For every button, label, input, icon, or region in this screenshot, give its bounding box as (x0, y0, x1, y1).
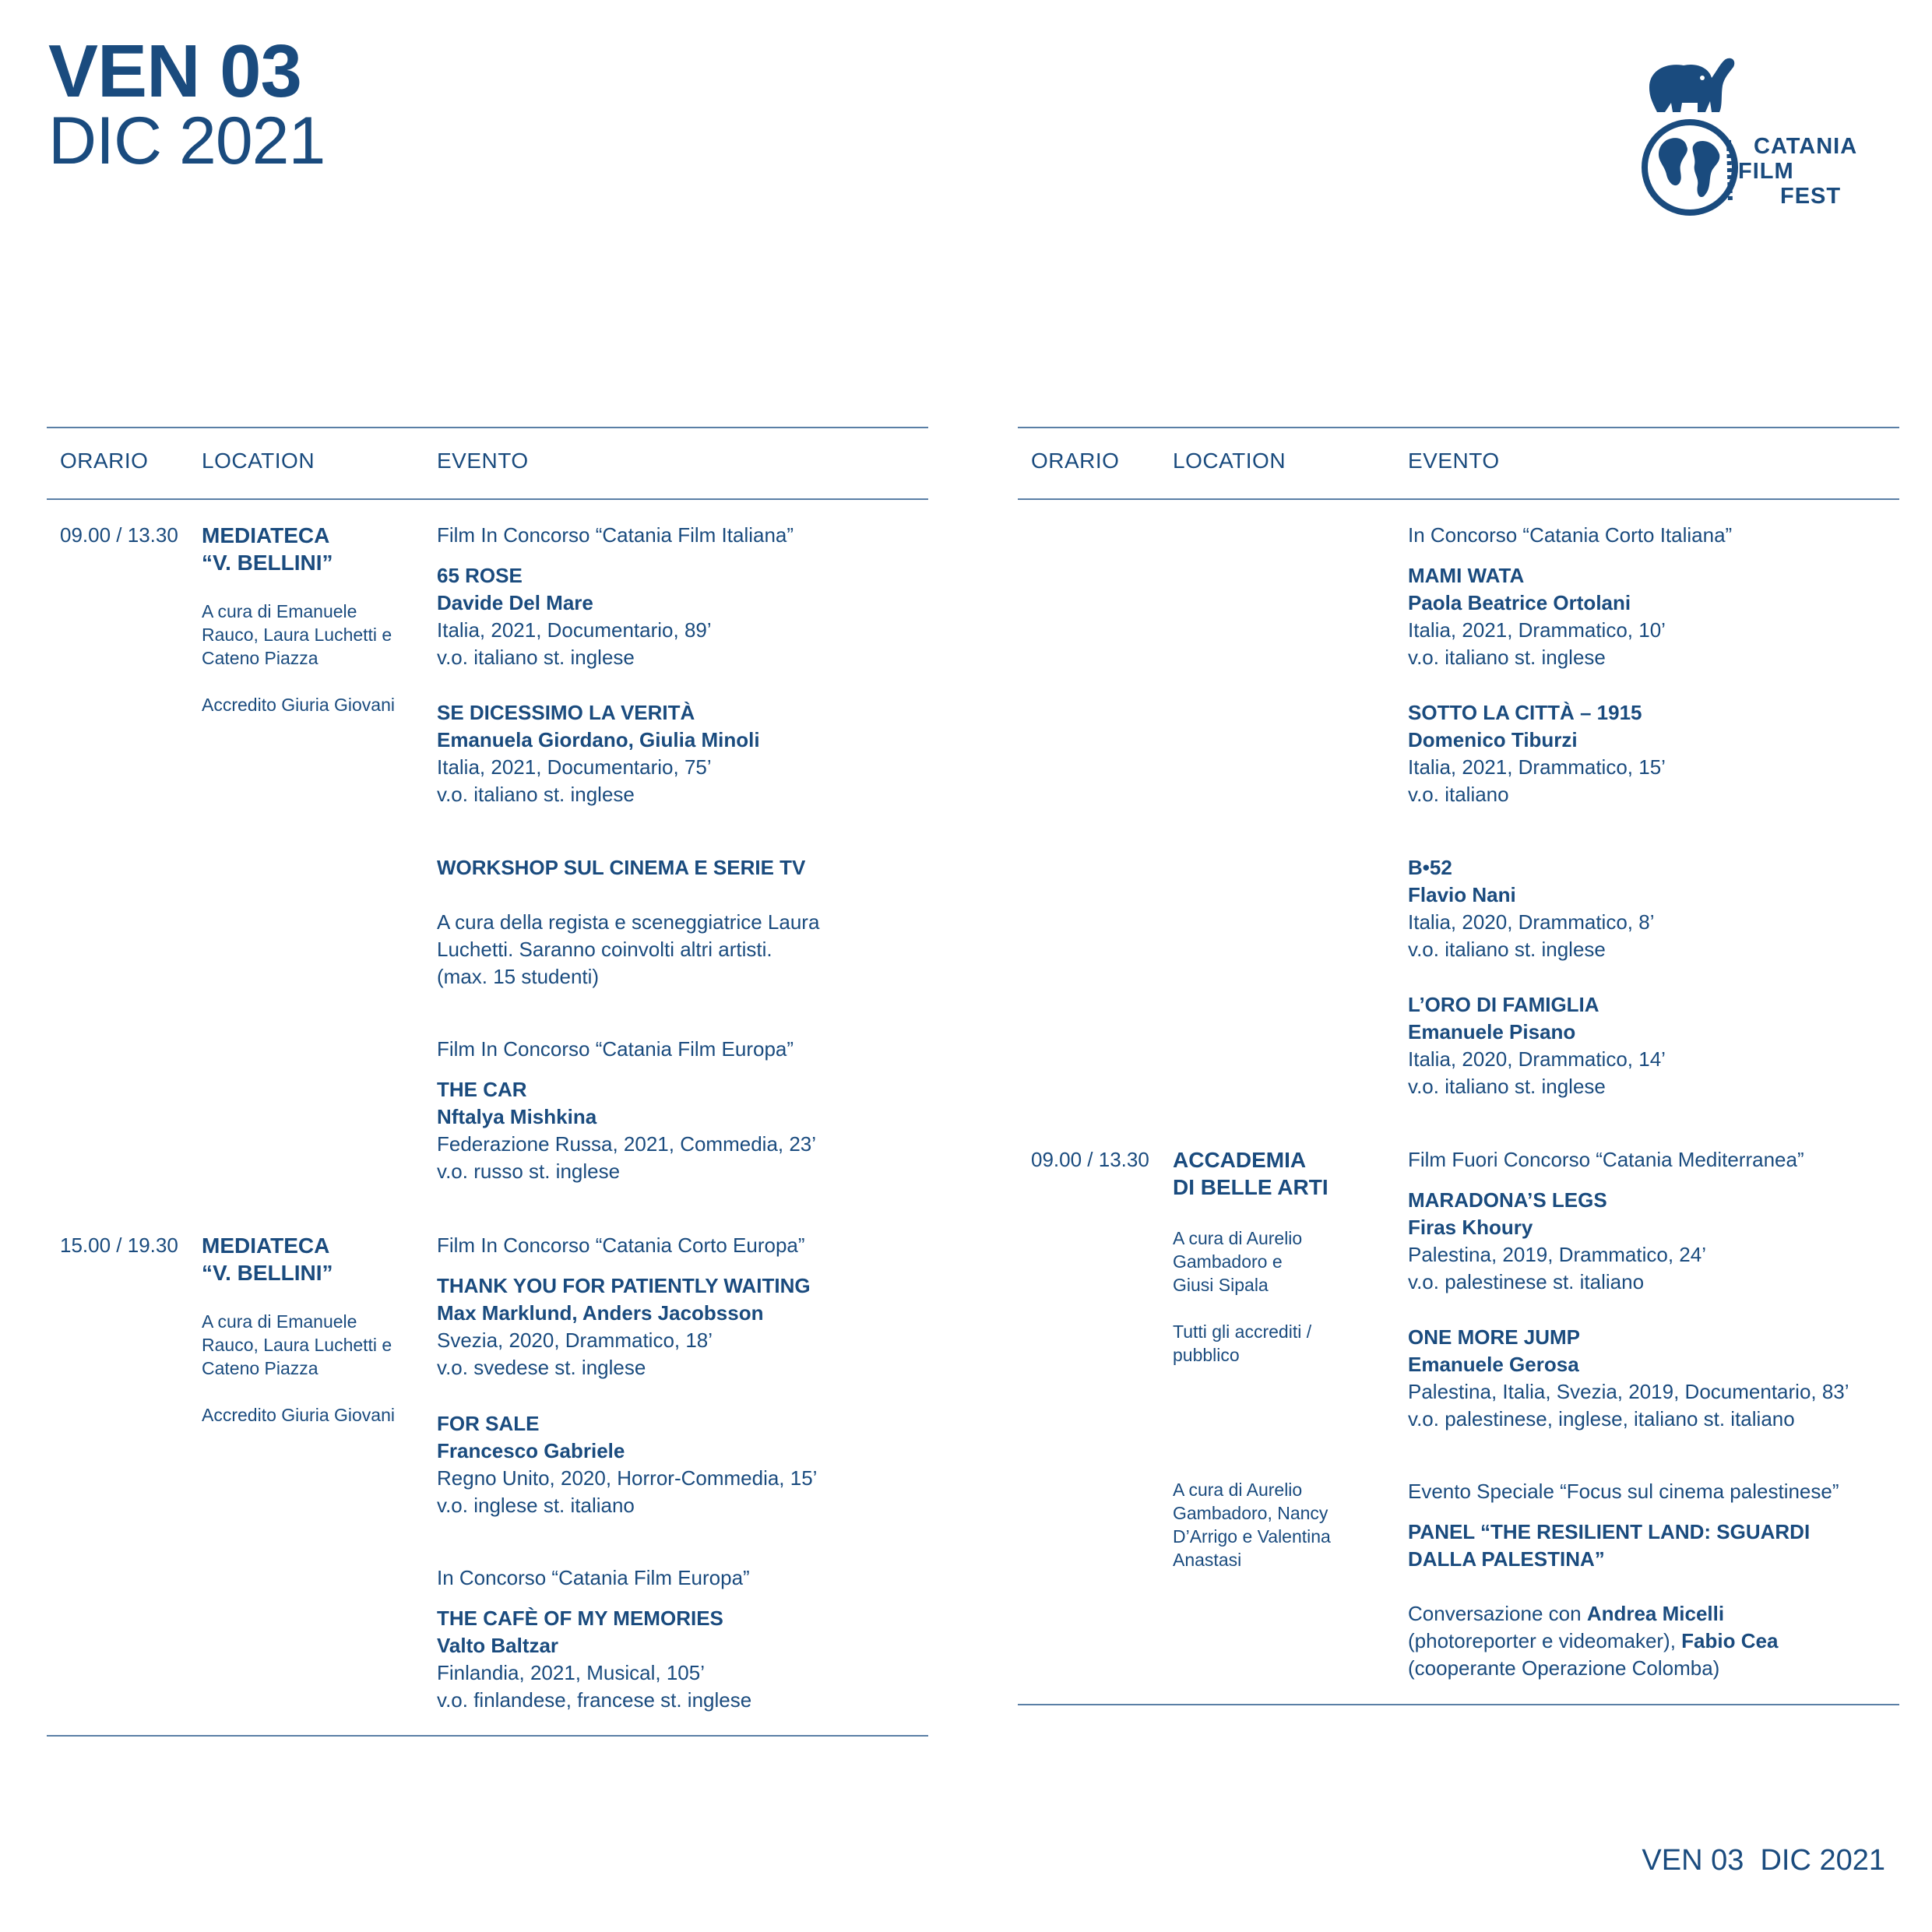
curator-line: A cura di Emanuele (202, 1311, 357, 1332)
film-entry (1408, 1324, 1849, 1433)
column-header-evento: EVENTO (437, 449, 529, 473)
conversation-line (1408, 1655, 1778, 1682)
film-language: v.o. finlandese, francese st. inglese (437, 1688, 752, 1712)
film-language: v.o. italiano st. inglese (1408, 938, 1606, 961)
film-entry (437, 699, 760, 808)
divider (1018, 498, 1899, 500)
curator-line: Cateno Piazza (202, 648, 318, 668)
film-info: Palestina, 2019, Drammatico, 24’ (1408, 1243, 1706, 1266)
time-slot: 09.00 / 13.30 (60, 523, 178, 547)
location-line: ACCADEMIA (1173, 1148, 1307, 1172)
location-name (202, 1232, 333, 1286)
logo-text-film: FILM (1738, 159, 1794, 184)
film-director: Francesco Gabriele (437, 1439, 625, 1462)
film-entry (1408, 699, 1666, 808)
film-title: FOR SALE (437, 1412, 540, 1435)
accrediti-line: Tutti gli accrediti / (1173, 1321, 1312, 1342)
location-line: DI BELLE ARTI (1173, 1175, 1328, 1199)
film-title: MAMI WATA (1408, 564, 1525, 587)
panel-title-line: PANEL “THE RESILIENT LAND: SGUARDI (1408, 1520, 1811, 1543)
film-title: L’ORO DI FAMIGLIA (1408, 993, 1599, 1016)
film-language: v.o. italiano (1408, 783, 1509, 806)
location-line: MEDIATECA (202, 1233, 330, 1258)
film-language: v.o. italiano st. inglese (1408, 1075, 1606, 1098)
event-category: In Concorso “Catania Film Europa” (437, 1566, 750, 1589)
location-line: MEDIATECA (202, 523, 330, 547)
film-info: Italia, 2021, Documentario, 89’ (437, 618, 712, 642)
film-language: v.o. palestinese st. italiano (1408, 1270, 1645, 1293)
event-category: In Concorso “Catania Corto Italiana” (1408, 523, 1733, 547)
elephant-globe-icon (1635, 55, 1744, 218)
footer-date: VEN 03 DIC 2021 (1642, 1844, 1885, 1877)
workshop-line: A cura della regista e sceneggiatrice Laura (437, 910, 820, 934)
film-entry (437, 1272, 811, 1381)
speaker-name: Fabio Cea (1681, 1629, 1779, 1652)
film-info: Italia, 2021, Drammatico, 15’ (1408, 755, 1666, 779)
accrediti-note (1173, 1320, 1311, 1367)
curator-line: Rauco, Laura Luchetti e (202, 1335, 392, 1355)
time-slot: 15.00 / 19.30 (60, 1233, 178, 1257)
film-info: Palestina, Italia, Svezia, 2019, Documentario, 83’ (1408, 1380, 1849, 1403)
event-category: Film In Concorso “Catania Corto Europa” (437, 1233, 805, 1257)
film-entry (1408, 1187, 1706, 1296)
film-entry (437, 562, 712, 671)
header-month-year: DIC 2021 (48, 104, 326, 178)
film-director: Davide Del Mare (437, 591, 593, 614)
column-header-location: LOCATION (202, 449, 315, 473)
logo-text-catania: CATANIA (1754, 134, 1858, 159)
header-day: VEN 03 (48, 30, 301, 113)
film-info: Federazione Russa, 2021, Commedia, 23’ (437, 1132, 817, 1156)
divider (47, 1735, 928, 1737)
speaker-role: (cooperante Operazione Colomba) (1408, 1656, 1720, 1680)
event-category: Film Fuori Concorso “Catania Mediterranea” (1408, 1148, 1804, 1171)
conversation-line (1408, 1600, 1778, 1628)
film-info: Italia, 2021, Documentario, 75’ (437, 755, 712, 779)
film-language: v.o. italiano st. inglese (437, 783, 635, 806)
film-entry (437, 1605, 751, 1714)
logo-text-fest: FEST (1780, 184, 1842, 209)
film-info: Finlandia, 2021, Musical, 105’ (437, 1661, 705, 1684)
film-info: Italia, 2021, Drammatico, 10’ (1408, 618, 1666, 642)
film-info: Italia, 2020, Drammatico, 8’ (1408, 910, 1655, 934)
conversation-prefix: Conversazione con (1408, 1602, 1587, 1625)
film-director: Max Marklund, Anders Jacobsson (437, 1301, 764, 1325)
film-director: Emanuele Gerosa (1408, 1353, 1579, 1376)
film-title: SE DICESSIMO LA VERITÀ (437, 701, 695, 724)
event-category: Film In Concorso “Catania Film Europa” (437, 1037, 794, 1061)
accredito-note: Accredito Giuria Giovani (202, 1405, 395, 1425)
location-line: “V. BELLINI” (202, 551, 333, 575)
film-title: THANK YOU FOR PATIENTLY WAITING (437, 1274, 811, 1297)
divider (1018, 427, 1899, 428)
workshop-line: Luchetti. Saranno coinvolti altri artisti. (437, 938, 772, 961)
film-language: v.o. italiano st. inglese (1408, 646, 1606, 669)
catania-film-fest-logo (1635, 55, 1884, 226)
film-language: v.o. svedese st. inglese (437, 1356, 646, 1379)
film-title: THE CAFÈ OF MY MEMORIES (437, 1606, 723, 1630)
curator-line: Giusi Sipala (1173, 1275, 1269, 1295)
column-header-orario: ORARIO (1031, 449, 1120, 473)
location-name (202, 522, 333, 576)
film-director: Domenico Tiburzi (1408, 728, 1578, 751)
divider (1018, 1704, 1899, 1705)
film-entry (1408, 854, 1654, 963)
film-director: Flavio Nani (1408, 883, 1516, 906)
film-director: Firas Khoury (1408, 1216, 1533, 1239)
curator-note (202, 1310, 392, 1380)
film-title: SOTTO LA CITTÀ – 1915 (1408, 701, 1642, 724)
film-entry (437, 1076, 816, 1185)
film-entry (1408, 562, 1666, 671)
curator-line: Gambadoro, Nancy (1173, 1503, 1328, 1523)
curator-line: D’Arrigo e Valentina (1173, 1526, 1331, 1547)
event-category: Evento Speciale “Focus sul cinema palestinese” (1408, 1480, 1839, 1503)
film-director: Nftalya Mishkina (437, 1105, 597, 1128)
film-title: 65 ROSE (437, 564, 523, 587)
curator-note (202, 600, 392, 670)
film-title: THE CAR (437, 1078, 527, 1101)
divider (47, 427, 928, 428)
column-header-orario: ORARIO (60, 449, 149, 473)
time-slot: 09.00 / 13.30 (1031, 1148, 1149, 1171)
speaker-role: (photoreporter e videomaker), (1408, 1629, 1682, 1652)
film-language: v.o. inglese st. italiano (437, 1494, 635, 1517)
curator-line: Gambadoro e (1173, 1251, 1283, 1272)
panel-conversation (1408, 1600, 1778, 1682)
curator-line: A cura di Aurelio (1173, 1480, 1303, 1500)
film-director: Emanuele Pisano (1408, 1020, 1576, 1043)
film-director: Valto Baltzar (437, 1634, 559, 1657)
film-info: Regno Unito, 2020, Horror-Commedia, 15’ (437, 1466, 818, 1490)
divider (47, 498, 928, 500)
curator-line: A cura di Aurelio (1173, 1228, 1303, 1248)
panel-title-line: DALLA PALESTINA” (1408, 1547, 1605, 1571)
location-name (1173, 1146, 1328, 1201)
workshop-title: WORKSHOP SUL CINEMA E SERIE TV (437, 856, 806, 879)
film-director: Emanuela Giordano, Giulia Minoli (437, 728, 760, 751)
workshop-line: (max. 15 studenti) (437, 965, 600, 988)
workshop-description (437, 909, 819, 991)
film-entry (437, 1410, 817, 1519)
film-info: Svezia, 2020, Drammatico, 18’ (437, 1328, 713, 1352)
curator-note (1173, 1226, 1302, 1297)
film-title: MARADONA’S LEGS (1408, 1188, 1607, 1212)
film-language: v.o. russo st. inglese (437, 1160, 621, 1183)
accredito-note: Accredito Giuria Giovani (202, 695, 395, 715)
film-language: v.o. palestinese, inglese, italiano st. italiano (1408, 1407, 1795, 1431)
film-entry (1408, 991, 1666, 1100)
curator-line: A cura di Emanuele (202, 601, 357, 621)
curator-note (1173, 1478, 1331, 1571)
location-line: “V. BELLINI” (202, 1261, 333, 1285)
film-title: B•52 (1408, 856, 1452, 879)
film-language: v.o. italiano st. inglese (437, 646, 635, 669)
film-director: Paola Beatrice Ortolani (1408, 591, 1631, 614)
curator-line: Rauco, Laura Luchetti e (202, 625, 392, 645)
event-category: Film In Concorso “Catania Film Italiana” (437, 523, 794, 547)
curator-line: Cateno Piazza (202, 1358, 318, 1378)
curator-line: Anastasi (1173, 1550, 1242, 1570)
column-header-location: LOCATION (1173, 449, 1286, 473)
accrediti-line: pubblico (1173, 1345, 1240, 1365)
panel-title (1408, 1519, 1810, 1573)
column-header-evento: EVENTO (1408, 449, 1500, 473)
conversation-line (1408, 1628, 1778, 1655)
film-title: ONE MORE JUMP (1408, 1325, 1581, 1349)
film-info: Italia, 2020, Drammatico, 14’ (1408, 1047, 1666, 1071)
speaker-name: Andrea Micelli (1586, 1602, 1725, 1625)
